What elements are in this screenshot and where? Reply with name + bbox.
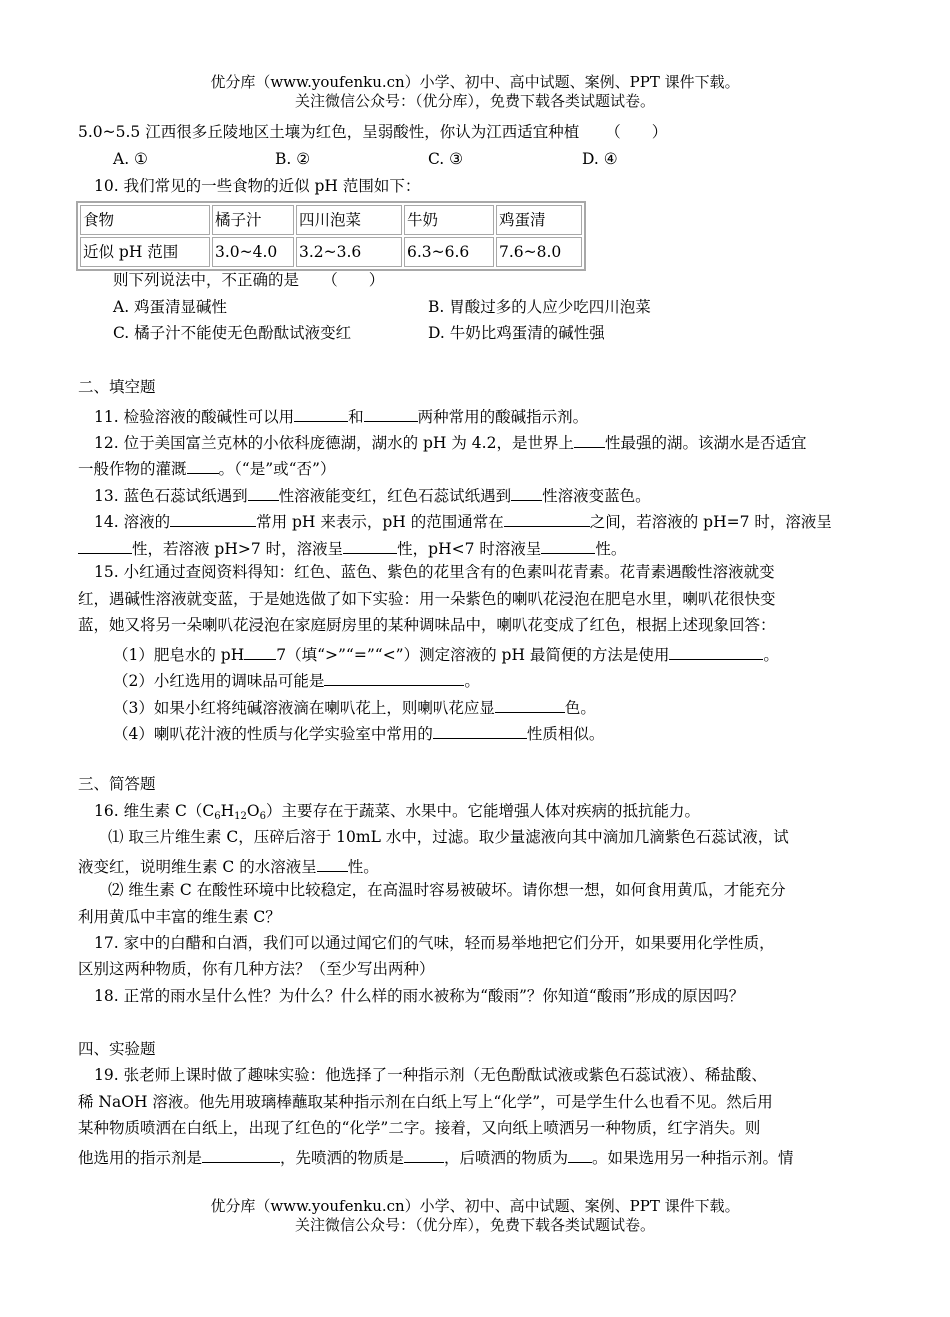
q19-text: ，后喷洒的物质为 xyxy=(444,1149,569,1167)
q18: 18. 正常的雨水呈什么性？为什么？什么样的雨水被称为“酸雨”？你知道“酸雨”形成的原因吗？ xyxy=(94,987,745,1005)
q10-option-a: A. 鸡蛋清显碱性 xyxy=(113,298,228,316)
q9-option-b: B. ② xyxy=(275,150,311,168)
table-cell: 牛奶 xyxy=(404,205,494,235)
answer-blank[interactable] xyxy=(202,1148,280,1163)
section-3-title: 三、简答题 xyxy=(78,775,156,793)
q15-text: （1）肥皂水的 pH xyxy=(113,646,245,664)
section-2-title: 二、填空题 xyxy=(78,378,156,396)
q19-text: ，先喷洒的物质是 xyxy=(280,1149,405,1167)
q15-text: （4）喇叭花汁液的性质与化学实验室中常用的 xyxy=(113,725,433,743)
answer-blank[interactable] xyxy=(541,539,595,554)
q16-stem xyxy=(94,804,700,820)
q14-line2 xyxy=(78,539,626,558)
answer-blank[interactable] xyxy=(317,857,348,872)
q14-text: 性，若溶液 pH>7 时，溶液呈 xyxy=(132,540,344,558)
answer-blank[interactable] xyxy=(244,645,276,660)
q9-paren: （ ） xyxy=(605,123,668,141)
q9-option-a: A. ① xyxy=(113,150,148,168)
q16-text: 16. 维生素 C（C xyxy=(94,802,215,820)
answer-blank[interactable] xyxy=(170,512,256,527)
answer-blank[interactable] xyxy=(343,539,397,554)
formula-element: O xyxy=(246,802,260,820)
answer-blank[interactable] xyxy=(568,1148,592,1163)
page-header xyxy=(0,73,950,111)
q12-text: 性最强的湖。该湖水是否适宜 xyxy=(604,434,807,452)
q16-part1-line1: ⑴ 取三片维生素 C，压碎后溶于 10mL 水中，过滤。取少量滤液向其中滴加几滴紫色石蕊试液，试 xyxy=(108,828,789,846)
q16-part1-line2 xyxy=(78,857,379,876)
answer-blank[interactable] xyxy=(294,407,348,422)
q15-text: 7（填“>”“=”“<”）测定溶液的 pH 最简便的方法是使用 xyxy=(276,646,670,664)
answer-blank[interactable] xyxy=(511,486,542,501)
q12-line2 xyxy=(78,459,335,478)
answer-blank[interactable] xyxy=(574,433,605,448)
table-cell: 鸡蛋清 xyxy=(496,205,582,235)
answer-blank[interactable] xyxy=(324,671,464,686)
q10-option-d: D. 牛奶比鸡蛋清的碱性强 xyxy=(428,324,605,342)
section-4-title: 四、实验题 xyxy=(78,1040,156,1058)
q14-text: 性，pH<7 时溶液呈 xyxy=(397,540,542,558)
answer-blank[interactable] xyxy=(404,1148,444,1163)
q19-line4 xyxy=(78,1148,794,1167)
formula-subscript: 6 xyxy=(214,811,221,822)
q14-text: 14. 溶液的 xyxy=(94,513,171,531)
q16-text: 液变红，说明维生素 C 的水溶液呈 xyxy=(78,858,317,876)
q16-part2-line1: ⑵ 维生素 C 在酸性环境中比较稳定，在高温时容易被破坏。请你想一想，如何食用黄瓜，才能充分 xyxy=(108,881,786,899)
formula-subscript: 12 xyxy=(234,811,247,822)
q15-sub-1 xyxy=(113,645,779,664)
q14-text: 性。 xyxy=(595,540,627,558)
q9-option-c: C. ③ xyxy=(428,150,464,168)
q15-text: 色。 xyxy=(564,699,596,717)
q13-text: 性溶液能变红，红色石蕊试纸遇到 xyxy=(278,487,512,505)
q15-text: 性质相似。 xyxy=(526,725,605,743)
q15-sub-3 xyxy=(113,698,596,717)
q12-text: 一般作物的灌溉 xyxy=(78,460,187,478)
table-row xyxy=(80,237,582,267)
q15-line3: 蓝，她又将另一朵喇叭花浸泡在家庭厨房里的某种调味品中，喇叭花变成了红色，根据上述现象回答： xyxy=(78,616,776,634)
q17-line1: 17. 家中的白醋和白酒，我们可以通过闻它们的气味，轻而易举地把它们分开，如果要用化学性质， xyxy=(94,934,775,952)
header-line-1: 优分库（www.youfenku.cn）小学、初中、高中试题、案例、PPT 课件下载。 xyxy=(210,73,740,91)
q15-sub-4 xyxy=(113,724,604,743)
footer-line-1: 优分库（www.youfenku.cn）小学、初中、高中试题、案例、PPT 课件下载。 xyxy=(210,1197,740,1215)
table-cell: 3.2~3.6 xyxy=(296,237,402,267)
q11-text: 两种常用的酸碱指示剂。 xyxy=(417,408,589,426)
q15-line2: 红，遇碱性溶液就变蓝，于是她选做了如下实验：用一朵紫色的喇叭花浸泡在肥皂水里，喇叭花很快变 xyxy=(78,590,776,608)
q19-line3: 某种物质喷洒在白纸上，出现了红色的“化学”二字。接着，又向纸上喷洒另一种物质，红字消失。则 xyxy=(78,1119,761,1137)
q9-stem xyxy=(78,125,667,141)
formula-subscript: 6 xyxy=(259,811,266,822)
q15-text: 。 xyxy=(464,672,480,690)
q13-text: 13. 蓝色石蕊试纸遇到 xyxy=(94,487,248,505)
footer-line-2: 关注微信公众号：（优分库），免费下载各类试题试卷。 xyxy=(294,1216,655,1234)
q15-line1: 15. 小红通过查阅资料得知：红色、蓝色、紫色的花里含有的色素叫花青素。花青素遇酸性溶液就变 xyxy=(94,563,775,581)
ph-table xyxy=(76,201,586,271)
q16-text: ）主要存在于蔬菜、水果中。它能增强人体对疾病的抵抗能力。 xyxy=(265,802,700,820)
answer-blank[interactable] xyxy=(364,407,418,422)
q17-line2: 区别这两种物质，你有几种方法？（至少写出两种） xyxy=(78,960,435,978)
q12-text: 12. 位于美国富兰克林的小依科庞德湖，湖水的 pH 为 4.2，是世界上 xyxy=(94,434,574,452)
q15-text: 。 xyxy=(763,646,779,664)
q15-sub-2 xyxy=(113,671,480,690)
q11-text: 和 xyxy=(348,408,364,426)
q19-line2: 稀 NaOH 溶液。他先用玻璃棒蘸取某种指示剂在白纸上写上“化学”，可是学生什么也看不见。然后用 xyxy=(78,1093,773,1111)
q13 xyxy=(94,486,651,505)
table-cell: 6.3~6.6 xyxy=(404,237,494,267)
table-cell: 3.0~4.0 xyxy=(212,237,294,267)
table-cell: 近似 pH 范围 xyxy=(80,237,210,267)
q11-text: 11. 检验溶液的酸碱性可以用 xyxy=(94,408,295,426)
q13-text: 性溶液变蓝色。 xyxy=(542,487,651,505)
q14-text: 之间，若溶液的 pH=7 时，溶液呈 xyxy=(589,513,832,531)
table-cell: 橘子汁 xyxy=(212,205,294,235)
answer-blank[interactable] xyxy=(248,486,279,501)
q12-text: 。（“是”或“否”） xyxy=(218,460,336,478)
q16-text: 性。 xyxy=(347,858,379,876)
q10-option-b: B. 胃酸过多的人应少吃四川泡菜 xyxy=(428,298,651,316)
answer-blank[interactable] xyxy=(669,645,763,660)
q14-text: 常用 pH 来表示，pH 的范围通常在 xyxy=(256,513,504,531)
q15-text: （3）如果小红将纯碱溶液滴在喇叭花上，则喇叭花应显 xyxy=(113,699,495,717)
table-cell: 四川泡菜 xyxy=(296,205,402,235)
answer-blank[interactable] xyxy=(495,698,565,713)
answer-blank[interactable] xyxy=(433,724,527,739)
q14-line1 xyxy=(94,512,832,531)
q10-question: 则下列说法中，不正确的是 （ ） xyxy=(113,271,385,289)
q10-stem: 10. 我们常见的一些食物的近似 pH 范围如下： xyxy=(94,177,421,195)
header-line-2: 关注微信公众号：（优分库），免费下载各类试题试卷。 xyxy=(294,92,655,110)
formula-element: H xyxy=(220,802,235,820)
page-footer xyxy=(0,1197,950,1235)
q9-stem-text: 5.0~5.5 江西很多丘陵地区土壤为红色，呈弱酸性，你认为江西适宜种植 xyxy=(78,123,580,141)
table-cell: 7.6~8.0 xyxy=(496,237,582,267)
table-row xyxy=(80,205,582,235)
answer-blank[interactable] xyxy=(78,539,132,554)
q19-text: 他选用的指示剂是 xyxy=(78,1149,203,1167)
q10-option-c: C. 橘子汁不能使无色酚酞试液变红 xyxy=(113,324,352,342)
answer-blank[interactable] xyxy=(187,459,219,474)
q11 xyxy=(94,407,588,426)
answer-blank[interactable] xyxy=(504,512,590,527)
q9-option-d: D. ④ xyxy=(582,150,618,168)
q19-line1: 19. 张老师上课时做了趣味实验：他选择了一种指示剂（无色酚酞试液或紫色石蕊试液）、稀盐酸、 xyxy=(94,1066,767,1084)
q15-text: （2）小红选用的调味品可能是 xyxy=(113,672,325,690)
table-cell: 食物 xyxy=(80,205,210,235)
q19-text: 。如果选用另一种指示剂。情 xyxy=(592,1149,794,1167)
q12-line1 xyxy=(94,433,806,452)
q16-part2-line2: 利用黄瓜中丰富的维生素 C？ xyxy=(78,908,281,926)
